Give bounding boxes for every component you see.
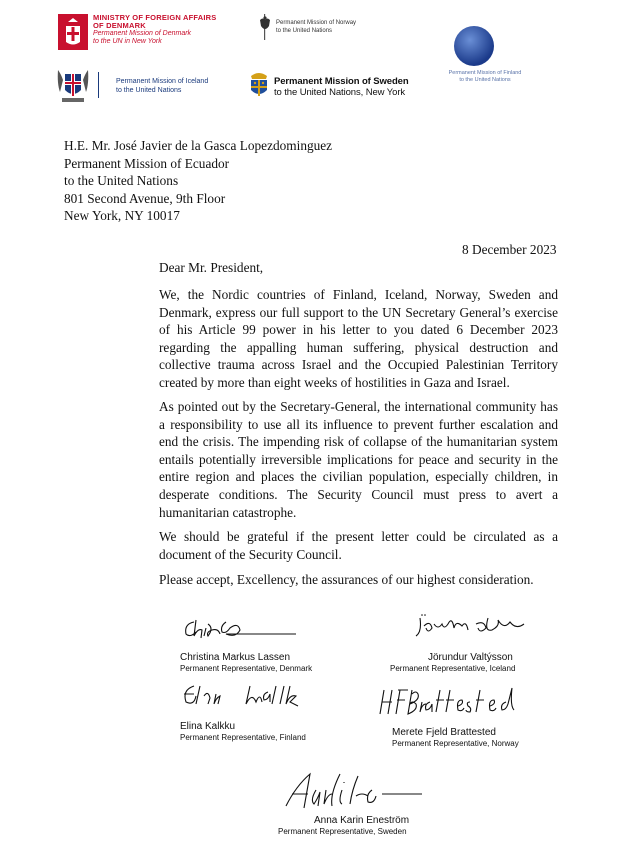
denmark-ministry-line1: MINISTRY OF FOREIGN AFFAIRS	[93, 13, 217, 22]
sweden-mission-line2: to the United Nations, New York	[274, 87, 406, 98]
signatory-title: Permanent Representative, Sweden	[278, 827, 407, 836]
signatory-name: Anna Karin Eneström	[314, 815, 410, 826]
salutation: Dear Mr. President,	[159, 260, 264, 275]
signatory-title: Permanent Representative, Denmark	[180, 664, 313, 673]
closing-paragraph: Please accept, Excellency, the assurances of our highest consideration.	[159, 572, 534, 587]
finland-mission-line2: to the United Nations	[459, 77, 511, 83]
body-paragraph: We, the Nordic countries of Finland, Iceland, Norway, Sweden and Denmark, express our full support to the UN Secretary General’s exercise of his Article 99 power in his letter to you dated 6 December 2023 regarding the appalling human suffering, physical destruction and collective trauma across Israel and the Occupied Palestinian Territory created by more than eight weeks of hostilities in Gaza and Israel.	[159, 287, 558, 390]
iceland-crest-icon	[56, 66, 90, 104]
body-paragraph: As pointed out by the Secretary-General, the international community has a responsibility to use all its influence to prevent further escalation and end the crisis. The impending risk of collapse of the humanitarian system entails potentially irreversible implications for peace and security in the entire region and places the civilian population, especially children, in desperate conditions. The Security Council must press to avert a humanitarian catastrophe.	[159, 399, 558, 520]
norway-mission-line1: Permanent Mission of Norway	[276, 20, 357, 26]
norway-lion-icon	[258, 14, 272, 40]
signatory-norway	[392, 727, 519, 749]
signatory-title: Permanent Representative, Iceland	[390, 664, 516, 673]
signatory-finland	[180, 721, 306, 743]
signature-norway	[378, 684, 538, 718]
denmark-ministry-line2: OF DENMARK	[93, 21, 146, 30]
signature-iceland	[414, 612, 534, 642]
norway-mission-line2: to the United Nations	[276, 28, 333, 34]
sweden-crest-icon	[248, 70, 270, 100]
signatory-name: Jörundur Valtýsson	[428, 652, 513, 663]
signatory-iceland	[390, 652, 515, 674]
signatory-title: Permanent Representative, Finland	[180, 733, 306, 742]
signatory-denmark	[180, 652, 312, 674]
sweden-mission-logo	[248, 70, 428, 104]
denmark-crest-icon	[58, 14, 88, 50]
iceland-divider	[98, 72, 99, 98]
finland-emblem-icon	[454, 26, 494, 66]
iceland-mission-logo	[56, 66, 226, 106]
signatory-name: Christina Markus Lassen	[180, 652, 291, 663]
finland-mission-line1: Permanent Mission of Finland	[448, 70, 522, 76]
address-line: 801 Second Avenue, 9th Floor	[64, 190, 226, 206]
sweden-mission-line1: Permanent Mission of Sweden	[274, 76, 409, 87]
letter-date: 8 December 2023	[462, 242, 557, 257]
body-paragraph: We should be grateful if the present letter could be circulated as a document of the Security Council.	[159, 529, 558, 562]
signatory-title: Permanent Representative, Norway	[392, 739, 519, 748]
address-line: Permanent Mission of Ecuador	[64, 155, 230, 171]
signatory-name: Elina Kalkku	[180, 721, 236, 732]
recipient-address	[64, 137, 332, 225]
denmark-mission-line2: to the UN in New York	[93, 38, 162, 45]
signature-finland	[180, 682, 320, 710]
iceland-mission-line1: Permanent Mission of Iceland	[116, 78, 209, 85]
signature-sweden	[282, 770, 432, 810]
address-line: New York, NY 10017	[64, 208, 180, 223]
denmark-mission-logo	[58, 14, 258, 54]
iceland-mission-line2: to the United Nations	[116, 87, 182, 94]
address-line: H.E. Mr. José Javier de la Gasca Lopezdominguez	[64, 138, 333, 153]
denmark-mission-line1: Permanent Mission of Denmark	[93, 30, 192, 37]
signatory-sweden	[278, 815, 409, 837]
finland-mission-logo	[430, 18, 560, 88]
norway-mission-logo	[258, 14, 388, 44]
address-line: to the United Nations	[64, 173, 179, 188]
signatory-name: Merete Fjeld Brattested	[392, 727, 496, 738]
signature-denmark	[182, 616, 312, 642]
